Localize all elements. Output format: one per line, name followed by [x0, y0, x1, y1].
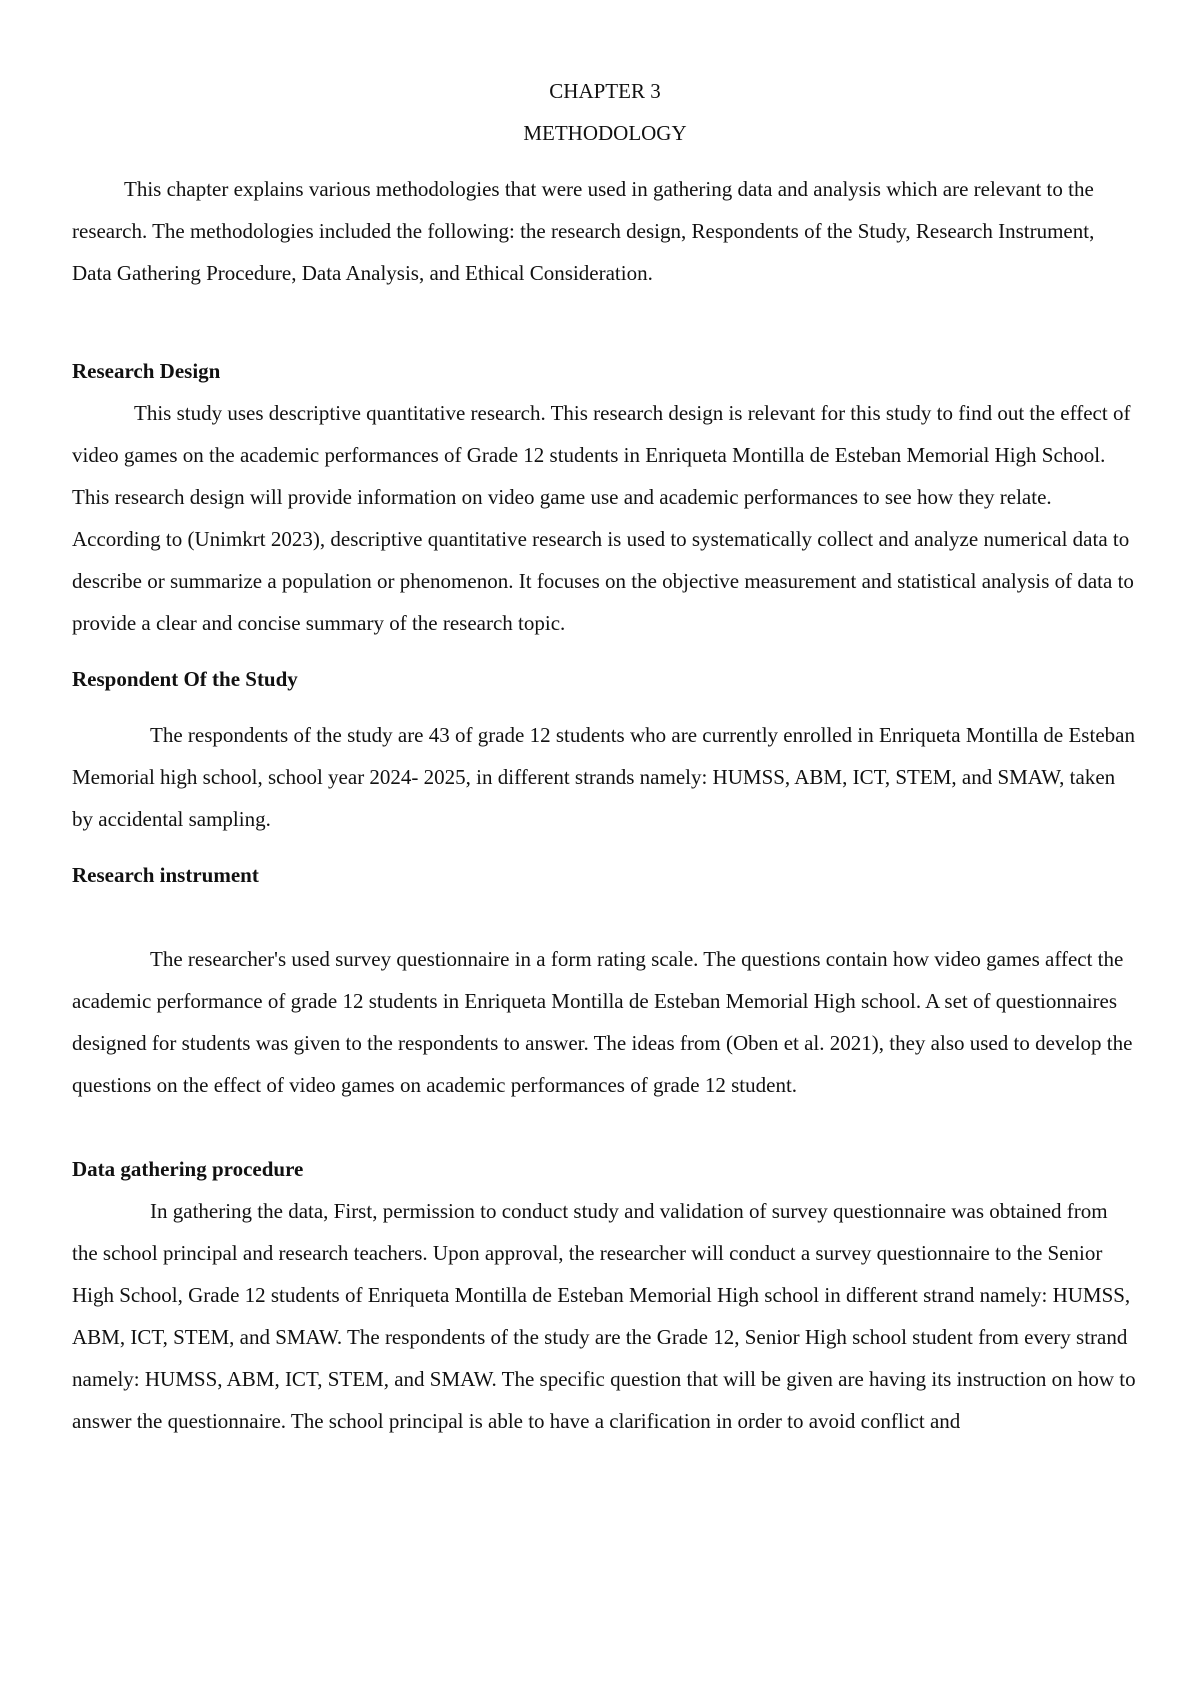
- section-body-research-instrument: The researcher's used survey questionnaire in a form rating scale. The questions contain how video games affect the academic performance of grade 12 students in Enriqueta Montilla de Esteban Memorial High school. A set of questionnaires designed for students was given to the respondents to answer. The ideas from (Oben et al. 2021), they also used to develop the questions on the effect of video games on academic performances of grade 12 student.: [72, 947, 1133, 1097]
- section-heading-data-gathering: Data gathering procedure: [72, 1157, 304, 1181]
- section-heading-research-instrument: Research instrument: [72, 863, 259, 887]
- chapter-title: METHODOLOGY: [523, 121, 687, 145]
- section-heading-research-design: Research Design: [72, 359, 221, 383]
- section-heading-respondents: Respondent Of the Study: [72, 667, 298, 691]
- section-body-respondents: The respondents of the study are 43 of grade 12 students who are currently enrolled in Enriqueta Montilla de Esteban Memorial high school, school year 2024- 2025, in different strands namely: HUMSS, ABM, ICT, STEM, and SMAW, taken by accidental sampling.: [72, 723, 1135, 831]
- intro-paragraph: This chapter explains various methodologies that were used in gathering data and analysis which are relevant to the research. The methodologies included the following: the research design, Respondents of the Study, Research Instrument, Data Gathering Procedure, Data Analysis, and Ethical Consideration.: [72, 177, 1095, 285]
- section-body-data-gathering: In gathering the data, First, permission to conduct study and validation of survey questionnaire was obtained from the school principal and research teachers. Upon approval, the researcher will conduct a survey questionnaire to the Senior High School, Grade 12 students of Enriqueta Montilla de Esteban Memorial High school in different strand namely: HUMSS, ABM, ICT, STEM, and SMAW. The respondents of the study are the Grade 12, Senior High school student from every strand namely: HUMSS, ABM, ICT, STEM, and SMAW. The specific question that will be given are having its instruction on how to answer the questionnaire. The school principal is able to have a clarification in order to avoid conflict and: [72, 1199, 1136, 1433]
- section-body-research-design: This study uses descriptive quantitative research. This research design is relevant for this study to find out the effect of video games on the academic performances of Grade 12 students in Enriqueta Montilla de Esteban Memorial High School. This research design will provide information on video game use and academic performances to see how they relate. According to (Unimkrt 2023), descriptive quantitative research is used to systematically collect and analyze numerical data to describe or summarize a population or phenomenon. It focuses on the objective measurement and statistical analysis of data to provide a clear and concise summary of the research topic.: [72, 401, 1134, 635]
- document-page: [72, 70, 1138, 1442]
- chapter-number: CHAPTER 3: [549, 79, 661, 103]
